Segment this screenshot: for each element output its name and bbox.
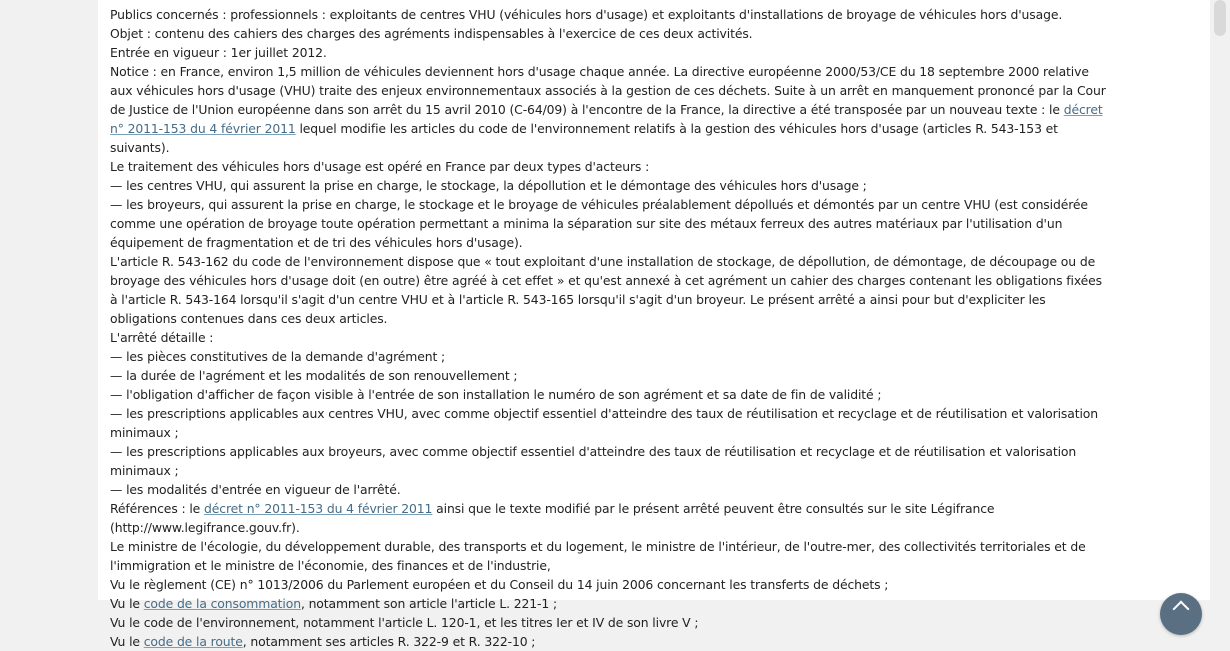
back-to-top-button[interactable] — [1160, 593, 1202, 635]
document-text-segment: Le ministre de l'écologie, du développement durable, des transports et du logement, le ministre de l'intérieur, de l'outre-mer, des collectivités territoriales et de l'immigration et le ministre de l'économie, des finances et de l'industrie, — [110, 539, 1086, 573]
document-line-18 — [110, 594, 1110, 613]
document-line-12 — [110, 404, 1110, 442]
vertical-scrollbar[interactable] — [1210, 0, 1230, 600]
document-content — [98, 0, 1210, 649]
document-text-segment: — l'obligation d'afficher de façon visible à l'entrée de son installation le numéro de son agrément et sa date de fin de validité ; — [110, 387, 882, 402]
document-line-0 — [110, 5, 1110, 24]
document-line-11 — [110, 385, 1110, 404]
document-line-10 — [110, 366, 1110, 385]
document-text-segment: Vu le code de l'environnement, notamment l'article L. 120-1, et les titres Ier et IV de son livre V ; — [110, 615, 699, 630]
document-text-segment: Notice : en France, environ 1,5 million de véhicules deviennent hors d'usage chaque année. La directive européenne 2000/53/CE du 18 septembre 2000 relative aux véhicules hors d'usage (VHU) traite des enjeux environnementaux associés à la gestion de ces déchets. Suite à un arrêt en manquement prononcé par la Cour de Justice de l'Union européenne dans son arrêt du 15 avril 2010 (C-64/09) à l'encontre de la France, la directive a été transposée par un nouveau texte : le — [110, 64, 1106, 117]
document-line-8 — [110, 328, 1110, 347]
document-link[interactable]: décret n° 2011-153 du 4 février 2011 — [204, 501, 433, 516]
document-line-7 — [110, 252, 1110, 328]
document-line-1 — [110, 24, 1110, 43]
document-text-segment: Entrée en vigueur : 1er juillet 2012. — [110, 45, 327, 60]
document-text-segment: Références : le — [110, 501, 204, 516]
document-text-segment: Vu le — [110, 596, 144, 611]
document-text-segment: — les broyeurs, qui assurent la prise en charge, le stockage et le broyage de véhicules préalablement dépollués et démontés par un centre VHU (est considérée comme une opération de broyage toute opération permettant a minima la séparation sur site des métaux ferreux des autres matériaux par l'utilisation d'un équipement de fragmentation et de tri des véhicules hors d'usage). — [110, 197, 1088, 250]
document-text-segment: , notamment son article l'article L. 221-1 ; — [300, 596, 558, 611]
document-text-segment: — les prescriptions applicables aux broyeurs, avec comme objectif essentiel d'atteindre des taux de réutilisation et recyclage et de réutilisation et valorisation minimaux ; — [110, 444, 1077, 478]
document-link[interactable]: décret n° 2011-153 du 4 février 2011 — [110, 102, 1103, 136]
document-text-segment: Publics concernés : professionnels : exploitants de centres VHU (véhicules hors d'usage) et exploitants d'installations de broyage de véhicules hors d'usage. — [110, 7, 1063, 22]
scrollbar-thumb[interactable] — [1214, 0, 1226, 36]
document-link[interactable]: code de la consommation — [143, 596, 301, 611]
document-line-15 — [110, 499, 1110, 537]
document-text-segment: — les centres VHU, qui assurent la prise en charge, le stockage, la dépollution et le démontage des véhicules hors d'usage ; — [110, 178, 867, 193]
document-line-19 — [110, 613, 1110, 632]
document-line-17 — [110, 575, 1110, 594]
document-line-16 — [110, 537, 1110, 575]
document-text-segment: — la durée de l'agrément et les modalités de son renouvellement ; — [110, 368, 518, 383]
document-text-segment: — les pièces constitutives de la demande d'agrément ; — [110, 349, 446, 364]
document-text — [110, 5, 1110, 651]
document-line-2 — [110, 43, 1110, 62]
document-line-4 — [110, 157, 1110, 176]
document-text-segment: ainsi que le texte modifié par le présent arrêté peuvent être consultés sur le site Légifrance (http://www.legifrance.gouv.fr). — [110, 501, 995, 535]
document-text-segment: Vu le — [110, 634, 144, 649]
document-line-3 — [110, 62, 1110, 157]
document-line-5 — [110, 176, 1110, 195]
document-text-segment: Objet : contenu des cahiers des charges des agréments indispensables à l'exercice de ces deux activités. — [110, 26, 753, 41]
document-line-9 — [110, 347, 1110, 366]
document-line-13 — [110, 442, 1110, 480]
document-text-segment: Vu le règlement (CE) n° 1013/2006 du Parlement européen et du Conseil du 14 juin 2006 concernant les transferts de déchets ; — [110, 577, 889, 592]
document-text-segment: — les prescriptions applicables aux centres VHU, avec comme objectif essentiel d'atteindre des taux de réutilisation et recyclage et de réutilisation et valorisation minimaux ; — [110, 406, 1098, 440]
document-text-segment: , notamment ses articles R. 322-9 et R. 322-10 ; — [242, 634, 536, 649]
document-text-segment: — les modalités d'entrée en vigueur de l'arrêté. — [110, 482, 401, 497]
document-text-segment: Le traitement des véhicules hors d'usage est opéré en France par deux types d'acteurs : — [110, 159, 650, 174]
document-text-segment: L'article R. 543-162 du code de l'environnement dispose que « tout exploitant d'une installation de stockage, de dépollution, de démontage, de découpage ou de broyage des véhicules hors d'usage doit (en outre) être agréé à cet effet » et qu'est annexé à cet agrément un cahier des charges contenant les obligations fixées à l'article R. 543-164 lorsqu'il s'agit d'un centre VHU et à l'article R. 543-165 lorsqu'il s'agit d'un broyeur. Le présent arrêté a ainsi pour but d'expliciter les obligations contenues dans ces deux articles. — [110, 254, 1102, 326]
document-link[interactable]: code de la route — [143, 634, 243, 649]
document-line-6 — [110, 195, 1110, 252]
document-line-20 — [110, 632, 1110, 651]
document-text-segment: L'arrêté détaille : — [110, 330, 214, 345]
document-text-segment: lequel modifie les articles du code de l'environnement relatifs à la gestion des véhicules hors d'usage (articles R. 543-153 et suivants). — [110, 121, 1058, 155]
document-line-14 — [110, 480, 1110, 499]
